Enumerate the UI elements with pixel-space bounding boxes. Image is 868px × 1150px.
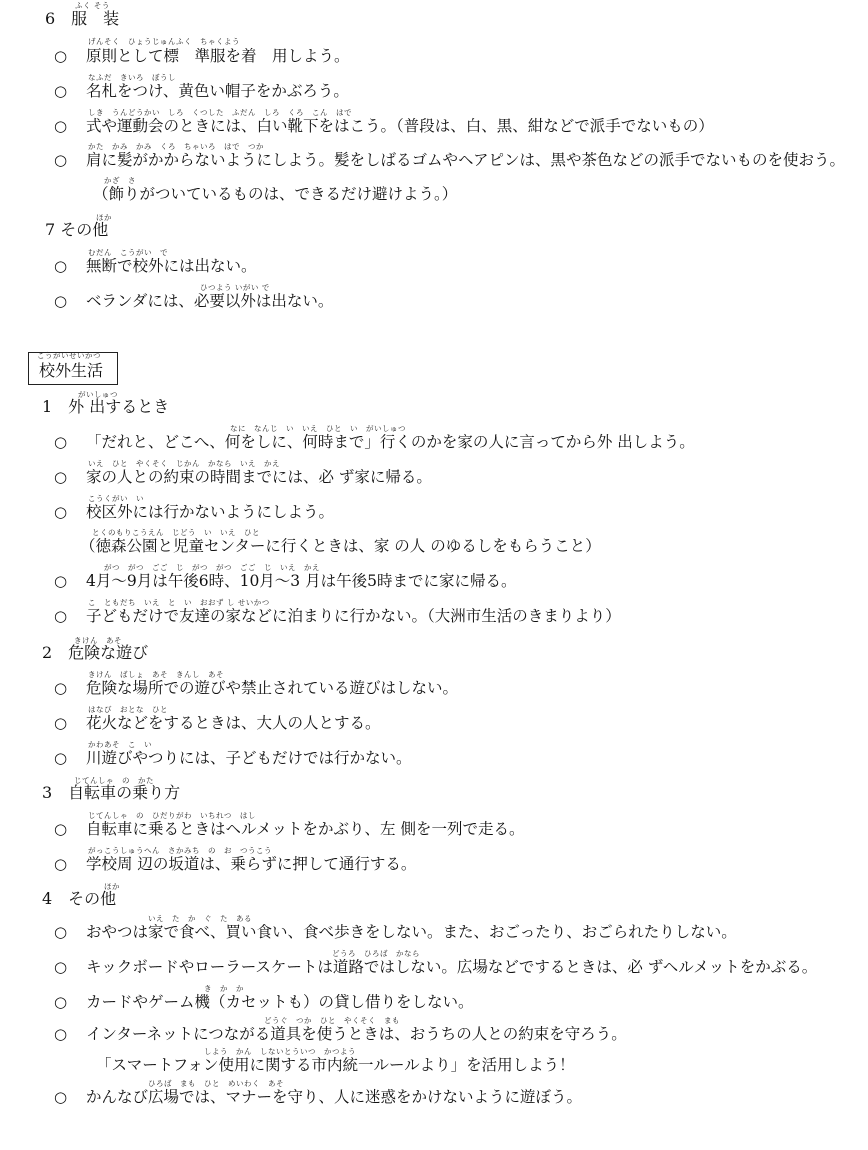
ruby-annotation: がいしゅつ: [78, 390, 118, 399]
bullet-circle: ○: [54, 257, 68, 275]
list-item: 川遊びやつりには、子どもだけでは行かない。: [86, 749, 412, 767]
ruby-annotation: かた かみ かみ くろ ちゃいろ はで つか: [88, 142, 264, 151]
list-item: 名札をつけ、黄色い帽子をかぶろう。: [86, 82, 349, 100]
bullet-circle: ○: [54, 572, 68, 590]
ruby-annotation: ほか: [96, 213, 112, 222]
bullet-circle: ○: [54, 714, 68, 732]
ruby-annotation: こうがいせいかつ: [37, 351, 101, 360]
outside-1-heading: 1 外 出するとき: [42, 397, 170, 416]
list-item: 学校周 辺の坂道は、乗らずに押して通行する。: [86, 855, 417, 873]
outside-life-heading-box: [28, 352, 118, 385]
list-item: 無断で校外には出ない。: [86, 257, 257, 275]
ruby-annotation: ふく そう: [75, 1, 110, 10]
bullet-circle: ○: [54, 468, 68, 486]
list-item: 自転車に乗るときはヘルメットをかぶり、左 側を一列で走る。: [86, 820, 525, 838]
ruby-annotation: なふだ きいろ ぼうし: [88, 73, 176, 82]
ruby-annotation: ひろば まも ひと めいわく あそ: [148, 1079, 284, 1088]
list-item: 家の人との約束の時間までには、必 ず家に帰る。: [86, 468, 432, 486]
list-item-note: 「スマートフォン使用に関する市内統一ルールより」を活用しよう！: [96, 1056, 575, 1074]
ruby-annotation: かわあそ こ い: [88, 740, 152, 749]
ruby-annotation: じてんしゃ の ひだりがわ いちれつ はし: [88, 811, 256, 820]
list-item-note: （飾りがついているものは、できるだけ避けよう。）: [93, 185, 458, 203]
ruby-annotation: き か か: [204, 984, 244, 993]
list-item: かんなび広場では、マナーを守り、人に迷惑をかけないように遊ぼう。: [86, 1088, 583, 1106]
ruby-annotation: しよう かん しないとういつ かつよう: [204, 1047, 356, 1056]
list-item: ベランダには、必要以外は出ない。: [86, 292, 334, 310]
ruby-annotation: ひつよう いがい で: [200, 283, 270, 292]
list-item: 校区外には行かないようにしよう。: [86, 503, 335, 521]
list-item: 「だれと、どこへ、何をしに、何時まで」行くのかを家の人に言ってから外 出しよう。: [86, 433, 695, 451]
ruby-annotation: こうくがい い: [88, 494, 144, 503]
bullet-circle: ○: [54, 749, 68, 767]
bullet-circle: ○: [54, 433, 68, 451]
bullet-circle: ○: [54, 607, 68, 625]
ruby-annotation: むだん こうがい で: [88, 248, 168, 257]
bullet-circle: ○: [54, 1025, 68, 1043]
ruby-annotation: ほか: [104, 882, 120, 891]
list-item-note: （徳森公園と児童センターに行くときは、家 の人 のゆるしをもらうこと）: [80, 537, 601, 555]
ruby-annotation: とくのもりこうえん じどう い いえ ひと: [92, 528, 260, 537]
list-item: 原則として標 準服を着 用しよう。: [86, 47, 350, 65]
list-item: おやつは家で食べ、買い食い、食べ歩きをしない。また、おごったり、おごられたりしない。: [86, 923, 737, 941]
ruby-annotation: こ ともだち いえ と い おおず し せいかつ: [88, 598, 270, 607]
ruby-annotation: はなび おとな ひと: [88, 705, 168, 714]
bullet-circle: ○: [54, 958, 68, 976]
bullet-circle: ○: [54, 679, 68, 697]
list-item: 式や運動会のときには、白い靴下をはこう。（普段は、白、黒、紺などで派手でないもの）: [86, 117, 714, 135]
bullet-circle: ○: [54, 993, 68, 1011]
ruby-annotation: きけん ばしょ あそ きんし あそ: [88, 670, 224, 679]
list-item: 子どもだけで友達の家などに泊まりに行かない。（大洲市生活のきまりより）: [86, 607, 621, 625]
ruby-annotation: げんそく ひょうじゅんふく ちゃくよう: [88, 37, 240, 46]
ruby-annotation: じてんしゃ の かた: [74, 776, 154, 785]
list-item: インターネットにつながる道具を使うときは、おうちの人との約束を守ろう。: [86, 1025, 627, 1043]
list-item: カードやゲーム機（カセットも）の貸し借りをしない。: [86, 993, 474, 1011]
outside-3-heading: 3 自転車の乗り方: [42, 783, 181, 802]
section-7-heading: 7 その他: [45, 220, 109, 239]
bullet-circle: ○: [54, 855, 68, 873]
section-6-heading: 6 服 装: [45, 9, 120, 28]
ruby-annotation: どうろ ひろば かなら: [332, 949, 420, 958]
list-item: 4月～9月は午後6時、10月～3 月は午後5時までに家に帰る。: [86, 572, 517, 590]
ruby-annotation: がつ がつ ごご じ がつ がつ ごご じ いえ かえ: [104, 563, 320, 572]
ruby-annotation: いえ ひと やくそく じかん かなら いえ かえ: [88, 459, 280, 468]
list-item: キックボードやローラースケートは道路ではしない。広場などでするときは、必 ずヘルメットをかぶる。: [86, 958, 818, 976]
list-item: 花火などをするときは、大人の人とする。: [86, 714, 381, 732]
list-item: 危険な場所での遊びや禁止されている遊びはしない。: [86, 679, 459, 697]
bullet-circle: ○: [54, 1088, 68, 1106]
ruby-annotation: きけん あそ: [74, 636, 122, 645]
outside-4-heading: 4 その他: [42, 889, 117, 908]
ruby-annotation: かざ さ: [104, 176, 136, 185]
ruby-annotation: どうぐ つか ひと やくそく まも: [264, 1016, 400, 1025]
bullet-circle: ○: [54, 82, 68, 100]
bullet-circle: ○: [54, 151, 68, 169]
bullet-circle: ○: [54, 923, 68, 941]
list-item: 肩に髪がかからないようにしよう。髪をしばるゴムやヘアピンは、黒や茶色などの派手でないものを使おう。: [86, 151, 846, 169]
bullet-circle: ○: [54, 292, 68, 310]
ruby-annotation: がっこうしゅうへん さかみち の お つうこう: [88, 846, 272, 855]
ruby-annotation: しき うんどうかい しろ くつした ふだん しろ くろ こん はで: [88, 108, 352, 117]
bullet-circle: ○: [54, 503, 68, 521]
ruby-annotation: なに なんじ い いえ ひと い がいしゅつ: [230, 424, 406, 433]
outside-2-heading: 2 危険な遊び: [42, 643, 149, 662]
ruby-annotation: いえ た か ぐ た ある: [148, 914, 252, 923]
outside-life-heading: 校外生活: [39, 361, 104, 380]
bullet-circle: ○: [54, 117, 68, 135]
bullet-circle: ○: [54, 820, 68, 838]
bullet-circle: ○: [54, 47, 68, 65]
